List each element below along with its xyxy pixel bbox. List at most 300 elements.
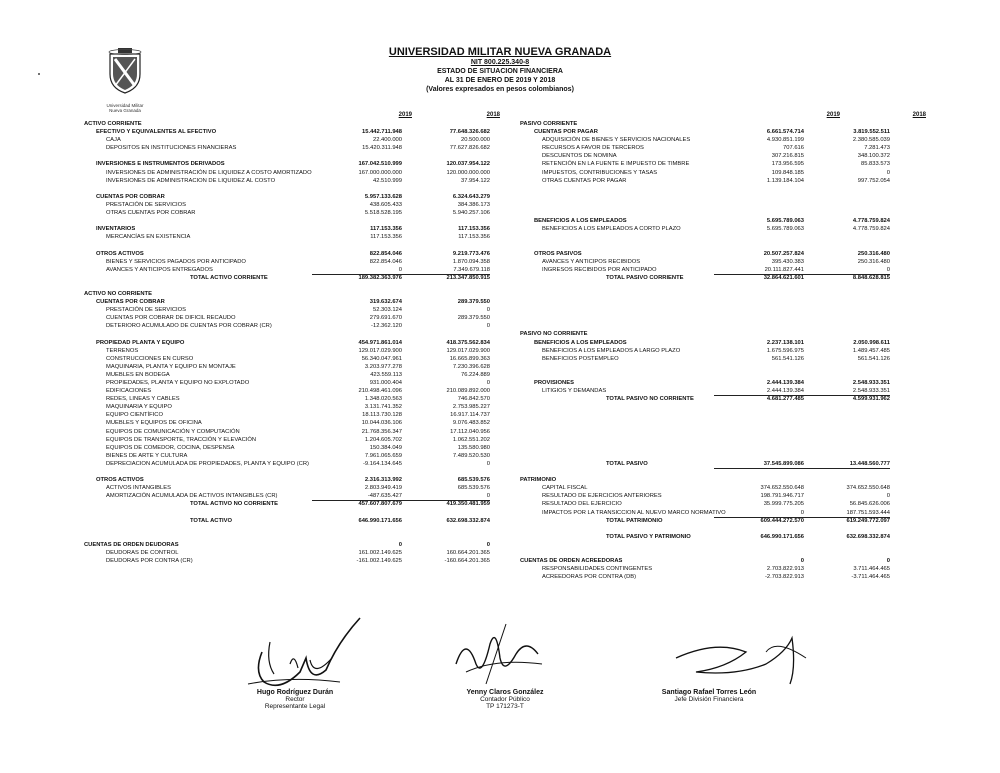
logo-text-line1: Universidad Militar [106,103,144,108]
value-previous-year: 0 [486,307,490,314]
row-label: EFECTIVO Y EQUIVALENTES AL EFECTIVO [96,129,217,136]
row-label: OTRAS CUENTAS POR PAGAR [542,177,627,184]
value-previous-year: 0 [886,169,890,176]
row-label: CUENTAS DE ORDEN ACREEDORAS [520,558,623,565]
statement-row [520,517,930,525]
value-current-year: 2.237.138.101 [766,339,804,346]
value-current-year: 56.340.047.961 [361,355,402,362]
statement-row [84,152,514,160]
value-previous-year: 997.752.054 [857,177,890,184]
value-current-year: 189.382.363.976 [358,274,402,281]
value-previous-year: 250.316.480 [857,250,890,257]
row-label: TOTAL ACTIVO NO CORRIENTE [190,501,279,508]
value-previous-year: 384.386.173 [457,201,490,208]
statement-row [520,209,930,217]
value-previous-year: 7.281.473 [864,145,890,152]
row-label: ACTIVO NO CORRIENTE [84,290,152,297]
row-label: PASIVO NO CORRIENTE [520,331,588,338]
value-current-year: 52.303.124 [372,307,402,314]
row-label: DETERIORO ACUMULADO DE CUENTAS POR COBRAR (CR) [106,323,272,330]
row-label: TOTAL PASIVO CORRIENTE [606,274,684,281]
statement-row [520,492,930,500]
value-previous-year: 56.845.626.006 [849,501,890,508]
row-label: CUENTAS POR PAGAR [534,129,598,136]
statement-row [84,201,514,209]
value-previous-year: 289.379.550 [457,299,490,306]
value-current-year: 37.545.899.086 [714,460,804,469]
statement-row [84,193,514,201]
signer-name: Yenny Claros González [466,689,544,696]
value-previous-year: 0 [486,380,490,386]
row-label: RESPONSABILIDADES CONTINGENTES [542,566,653,573]
value-previous-year: 0 [486,460,490,467]
statement-row [520,185,930,193]
statement-row [520,476,930,484]
value-previous-year: 685.539.576 [457,485,490,492]
statement-row [84,258,514,266]
statement-row [84,185,514,193]
row-label: EQUIPOS DE COMEDOR, COCINA, DESPENSA [106,444,235,451]
value-previous-year: 129.017.029.900 [446,347,490,354]
row-label: RESULTADO DE EJERCICIOS ANTERIORES [542,493,662,500]
document-header [300,48,700,94]
value-previous-year: 7.349.679.118 [400,266,490,275]
value-current-year: 4.930.851.199 [766,137,804,144]
row-label: IMPACTOS POR LA TRANSICCION AL NUEVO MARCO NORMATIVO [542,509,726,516]
row-label: PASIVO CORRIENTE [520,121,578,127]
value-previous-year: 9.076.483.852 [452,420,490,427]
value-current-year: 822.854.046 [369,258,402,265]
nit-number: NIT 800.225.340-8 [470,59,530,66]
value-current-year: 438.605.433 [369,201,402,208]
value-previous-year: 2.753.985.227 [452,404,490,411]
statement-row [520,250,930,258]
value-current-year: -487.635.427 [312,492,402,501]
row-label: BENEFICIOS A LOS EMPLEADOS [534,218,627,225]
statement-row [520,452,930,460]
signer-name: Hugo Rodríguez Durán [256,689,334,696]
statement-row [520,379,930,387]
value-previous-year: 619.249.772.097 [846,517,890,524]
statement-row [520,403,930,411]
statement-row [84,509,514,517]
value-current-year: 21.768.356.347 [361,428,402,435]
statement-row [84,476,514,484]
statement-row [520,363,930,371]
value-previous-year: 419.350.481.959 [446,501,490,508]
statement-row [520,258,930,266]
statement-row [84,484,514,492]
row-label: BENEFICIOS A LOS EMPLEADOS A CORTO PLAZO [542,226,681,233]
row-label: ACTIVO CORRIENTE [84,121,142,127]
statement-row [520,120,930,128]
value-current-year: 10.044.036.106 [361,420,402,427]
value-previous-year: 0 [486,323,490,330]
signer-name: Santiago Rafael Torres León [661,689,757,696]
row-label: INVERSIONES DE ADMINISTRACIÓN DE LIQUIDEZ A COSTO AMORTIZADO [106,169,312,176]
statement-row [520,500,930,508]
value-current-year: 4.681.277.485 [766,396,804,403]
statement-row [520,468,930,476]
value-current-year: 7.961.065.659 [364,452,402,459]
value-current-year: 609.444.272.570 [760,517,804,524]
value-previous-year: 77.648.326.682 [449,129,490,136]
row-label: EQUIPOS DE TRANSPORTE, TRACCIÓN Y ELEVACIÓN [106,436,257,443]
value-current-year: 20.507.257.824 [763,250,804,257]
value-previous-year: 210.089.892.000 [446,388,490,395]
statement-row [520,541,930,549]
value-current-year: 42.510.999 [372,177,402,184]
value-previous-year: 348.100.372 [857,153,890,160]
row-label: PROPIEDAD PLANTA Y EQUIPO [96,339,185,346]
statement-row [84,339,514,347]
statement-row [520,460,930,468]
signer-role-secondary: TP 171273-T [486,703,524,710]
row-label: INGRESOS RECIBIDOS POR ANTICIPADO [542,266,657,273]
statement-row [520,428,930,436]
row-label: TOTAL PATRIMONIO [606,517,663,524]
value-current-year: 0 [398,541,402,548]
statement-row [520,225,930,233]
row-label: CUENTAS POR COBRAR [96,299,165,306]
row-label: REDES, LINEAS Y CABLES [106,396,180,403]
statement-row [84,428,514,436]
statement-row [84,468,514,476]
value-previous-year: 0 [886,493,890,500]
statement-row [520,347,930,355]
value-current-year: 2.444.139.384 [714,387,804,396]
statement-row [520,160,930,168]
value-current-year: 173.956.595 [771,161,804,168]
statement-row [520,274,930,282]
value-current-year: 2.316.313.992 [364,477,402,484]
statement-date: AL 31 DE ENERO DE 2019 Y 2018 [444,77,556,84]
value-current-year: 374.652.550.648 [760,485,804,492]
value-current-year: 35.999.775.205 [763,501,804,508]
value-current-year: 2.444.139.384 [766,380,804,386]
row-label: AVANCES Y ANTICIPOS ENTREGADOS [106,266,213,273]
statement-row [84,144,514,152]
value-current-year: 6.661.574.714 [766,129,804,136]
value-previous-year: 6.324.643.279 [452,193,490,200]
statement-row [520,128,930,136]
row-label: RESULTADO DEL EJERCICIO [542,501,622,508]
row-label: PRESTACIÓN DE SERVICIOS [106,307,186,314]
statement-row [520,306,930,314]
row-label: INVERSIONES E INSTRUMENTOS DERIVADOS [96,161,225,168]
statement-row [84,120,514,128]
statement-row [84,419,514,427]
statement-row [84,177,514,185]
statement-row [520,533,930,541]
value-current-year: 167.042.510.999 [358,161,402,168]
value-previous-year: 289.379.550 [457,315,490,322]
row-label: TOTAL ACTIVO CORRIENTE [190,274,268,281]
statement-row [84,395,514,403]
statement-row [84,225,514,233]
signature-block-rector [220,689,370,710]
value-previous-year: 1.870.094.358 [452,258,490,265]
value-previous-year: 117.153.356 [458,226,490,233]
statement-row [84,330,514,338]
value-previous-year: 135.580.980 [457,444,490,451]
value-previous-year: 85.833.573 [860,161,890,168]
row-label: DEUDORAS DE CONTROL [106,549,179,556]
row-label: EQUIPOS DE COMUNICACIÓN Y COMPUTACIÓN [106,428,240,435]
university-logo [96,46,154,113]
assets-section [84,120,514,565]
value-current-year: 0 [312,266,402,275]
value-previous-year: 746.842.570 [457,396,490,403]
statement-row [520,411,930,419]
value-previous-year: 0 [400,492,490,501]
row-label: PROPIEDADES, PLANTA Y EQUIPO NO EXPLOTADO [106,380,250,386]
value-current-year: 5.957.133.628 [364,193,402,200]
row-label: DEPOSITOS EN INSTITUCIONES FINANCIERAS [106,145,237,152]
value-previous-year: 3.819.552.511 [853,129,890,136]
value-previous-year: 2.380.585.039 [852,137,890,144]
statement-row [84,549,514,557]
row-label: MAQUINARIA Y EQUIPO [106,404,172,411]
statement-row [84,452,514,460]
value-current-year: 931.000.404 [369,380,402,386]
statement-row [520,298,930,306]
value-current-year: 423.559.113 [370,371,402,378]
value-previous-year: 1.489.457.485 [852,347,890,354]
value-previous-year: 37.954.122 [460,177,490,184]
statement-row [84,557,514,565]
value-previous-year: 418.375.562.834 [446,339,490,346]
statement-row [84,436,514,444]
statement-row [520,444,930,452]
value-current-year: 129.017.029.900 [358,347,402,354]
value-previous-year: 3.711.464.465 [853,566,890,573]
statement-row [84,347,514,355]
value-current-year: -9.164.134.645 [362,460,402,467]
year-previous-left: 2018 [486,112,500,118]
statement-row [520,355,930,363]
statement-row [84,290,514,298]
statement-row [520,322,930,330]
statement-row [84,460,514,468]
value-current-year: -12.362.120 [371,323,402,330]
value-current-year: 2.803.949.419 [364,485,402,492]
row-label: EQUIPO CIENTÍFICO [106,412,164,419]
statement-row [520,573,930,581]
row-label: PROVISIONES [534,380,574,386]
statement-row [84,217,514,225]
value-previous-year: 213.347.850.915 [446,274,490,281]
value-current-year: 5.695.789.063 [766,226,804,233]
statement-row [520,193,930,201]
value-previous-year: -160.664.201.365 [444,558,490,565]
institution-name: UNIVERSIDAD MILITAR NUEVA GRANADA [388,46,612,58]
statement-row [84,314,514,322]
row-label: TOTAL PASIVO Y PATRIMONIO [606,533,691,540]
row-label: MAQUINARIA, PLANTA Y EQUIPO EN MONTAJE [106,363,236,370]
signer-role-secondary: Representante Legal [264,703,326,710]
statement-row [84,298,514,306]
statement-row [84,500,514,508]
value-previous-year: 9.219.773.476 [452,250,490,257]
signature-accountant-icon [446,614,556,692]
statement-row [520,330,930,338]
statement-row [520,419,930,427]
value-previous-year: 2.050.998.611 [853,339,890,346]
year-current-right: 2019 [826,112,840,118]
row-label: AVANCES Y ANTICIPOS RECIBIDOS [542,258,641,265]
statement-row [520,241,930,249]
value-previous-year: 685.539.576 [457,477,490,484]
statement-row [520,549,930,557]
row-label: BENEFICIOS A LOS EMPLEADOS [534,339,627,346]
value-previous-year: 2.548.933.351 [800,387,890,396]
value-current-year: 117.153.356 [370,226,402,233]
value-current-year: 3.131.741.352 [364,404,402,411]
value-current-year: -161.002.149.625 [356,558,402,565]
statement-row [84,355,514,363]
statement-row [520,509,930,517]
value-current-year: -2.703.822.913 [764,574,804,581]
value-previous-year: 117.153.356 [458,234,490,241]
statement-row [520,217,930,225]
statement-row [520,395,930,403]
logo-text-line2: Nueva Granada [109,108,141,113]
statement-row [520,339,930,347]
statement-title: ESTADO DE SITUACION FINANCIERA [437,68,563,75]
signer-role: Rector [285,696,305,703]
row-label: CONSTRUCCIONES EN CURSO [106,355,194,362]
value-current-year: 5.695.789.063 [766,218,804,225]
row-label: OTROS ACTIVOS [96,250,144,257]
value-previous-year: 7.230.396.628 [452,363,490,370]
row-label: MERCANCÍAS EN EXISTENCIA [106,234,191,241]
row-label: MUEBLES Y EQUIPOS DE OFICINA [106,420,202,427]
statement-row [84,387,514,395]
scan-speck [38,73,40,75]
value-previous-year: 8.848.628.815 [852,274,890,281]
value-current-year: 307.216.815 [771,153,804,160]
statement-row [520,233,930,241]
value-current-year: 15.442.711.948 [362,129,402,136]
value-previous-year: -3.711.464.465 [851,574,890,581]
value-current-year: 1.204.605.702 [364,436,402,443]
statement-row [84,136,514,144]
statement-row [84,160,514,168]
value-current-year: 5.518.528.195 [364,210,402,217]
value-current-year: 457.607.807.679 [358,501,402,508]
row-label: RECURSOS A FAVOR DE TERCEROS [542,145,644,152]
row-label: CUENTAS DE ORDEN DEUDORAS [84,541,179,548]
year-previous-right: 2018 [912,112,926,118]
value-current-year: 319.632.674 [369,299,402,306]
statement-row [520,565,930,573]
value-previous-year: 561.541.126 [857,355,890,362]
statement-row [84,266,514,274]
value-current-year: 646.990.171.656 [760,533,804,540]
statement-row [520,177,930,185]
statement-row [84,274,514,282]
signature-rector-icon [240,612,370,694]
statement-row [84,282,514,290]
row-label: INVERSIONES DE ADMINISTRACION DE LIQUIDEZ AL COSTO [106,177,276,184]
statement-row [84,492,514,500]
statement-row [520,136,930,144]
value-previous-year: 632.698.332.874 [846,533,890,540]
statement-row [84,306,514,314]
statement-row [84,371,514,379]
row-label: IMPUESTOS, CONTRIBUCIONES Y TASAS [542,169,658,176]
statement-row [520,169,930,177]
row-label: TOTAL ACTIVO [190,517,232,524]
value-previous-year: 4.599.931.962 [852,396,890,403]
statement-row [520,557,930,565]
signature-finance-icon [666,628,816,688]
value-current-year: 198.791.946.717 [760,493,804,500]
statement-row [84,322,514,330]
value-current-year: 454.971.861.014 [358,339,402,346]
year-current-left: 2019 [398,112,412,118]
value-previous-year: 77.627.826.682 [449,145,490,152]
row-label: ACTIVOS INTANGIBLES [106,485,171,492]
statement-row [84,379,514,387]
statement-row [520,201,930,209]
value-previous-year: 20.500.000 [460,137,490,144]
value-previous-year: 120.037.954.122 [446,161,490,168]
value-current-year: 210.498.461.096 [358,388,402,395]
statement-row [84,517,514,525]
statement-row [84,444,514,452]
value-previous-year: 2.548.933.351 [852,380,890,386]
shield-emblem-icon [96,46,154,96]
row-label: DEUDORAS POR CONTRA (CR) [106,558,193,565]
value-current-year: 167.000.000.000 [358,169,402,176]
value-previous-year: 7.489.520.530 [452,452,490,459]
row-label: EDIFICACIONES [106,388,152,395]
row-label: RETENCIÓN EN LA FUENTE E IMPUESTO DE TIMBRE [542,161,690,168]
value-previous-year: 187.751.593.444 [800,509,890,518]
row-label: AMORTIZACIÓN ACUMULADA DE ACTIVOS INTANGIBLES (CR) [106,493,278,500]
row-label: BIENES DE ARTE Y CULTURA [106,452,188,459]
row-label: DESCUENTOS DE NOMINA [542,153,617,160]
statement-row [84,169,514,177]
statement-row [84,128,514,136]
statement-row [520,282,930,290]
statement-row [520,152,930,160]
statement-row [84,233,514,241]
value-current-year: 117.153.356 [370,234,402,241]
value-current-year: 2.703.822.913 [766,566,804,573]
value-previous-year: 4.778.759.824 [852,226,890,233]
row-label: CUENTAS POR COBRAR [96,193,165,200]
value-current-year: 1.675.596.975 [766,347,804,354]
value-current-year: 0 [800,558,804,565]
value-current-year: 15.420.311.948 [362,145,402,152]
statement-row [520,144,930,152]
statement-row [84,533,514,541]
row-label: PATRIMONIO [520,477,557,484]
value-current-year: 279.691.670 [369,315,402,322]
value-previous-year: 17.112.040.956 [450,428,490,435]
statement-row [84,411,514,419]
statement-row [84,525,514,533]
statement-row [84,541,514,549]
row-label: ADQUISICIÓN DE BIENES Y SERVICIOS NACIONALES [542,137,691,144]
value-previous-year: 0 [800,266,890,275]
liabilities-equity-section [520,120,930,581]
statement-row [84,241,514,249]
value-current-year: 1.348.020.563 [364,396,402,403]
